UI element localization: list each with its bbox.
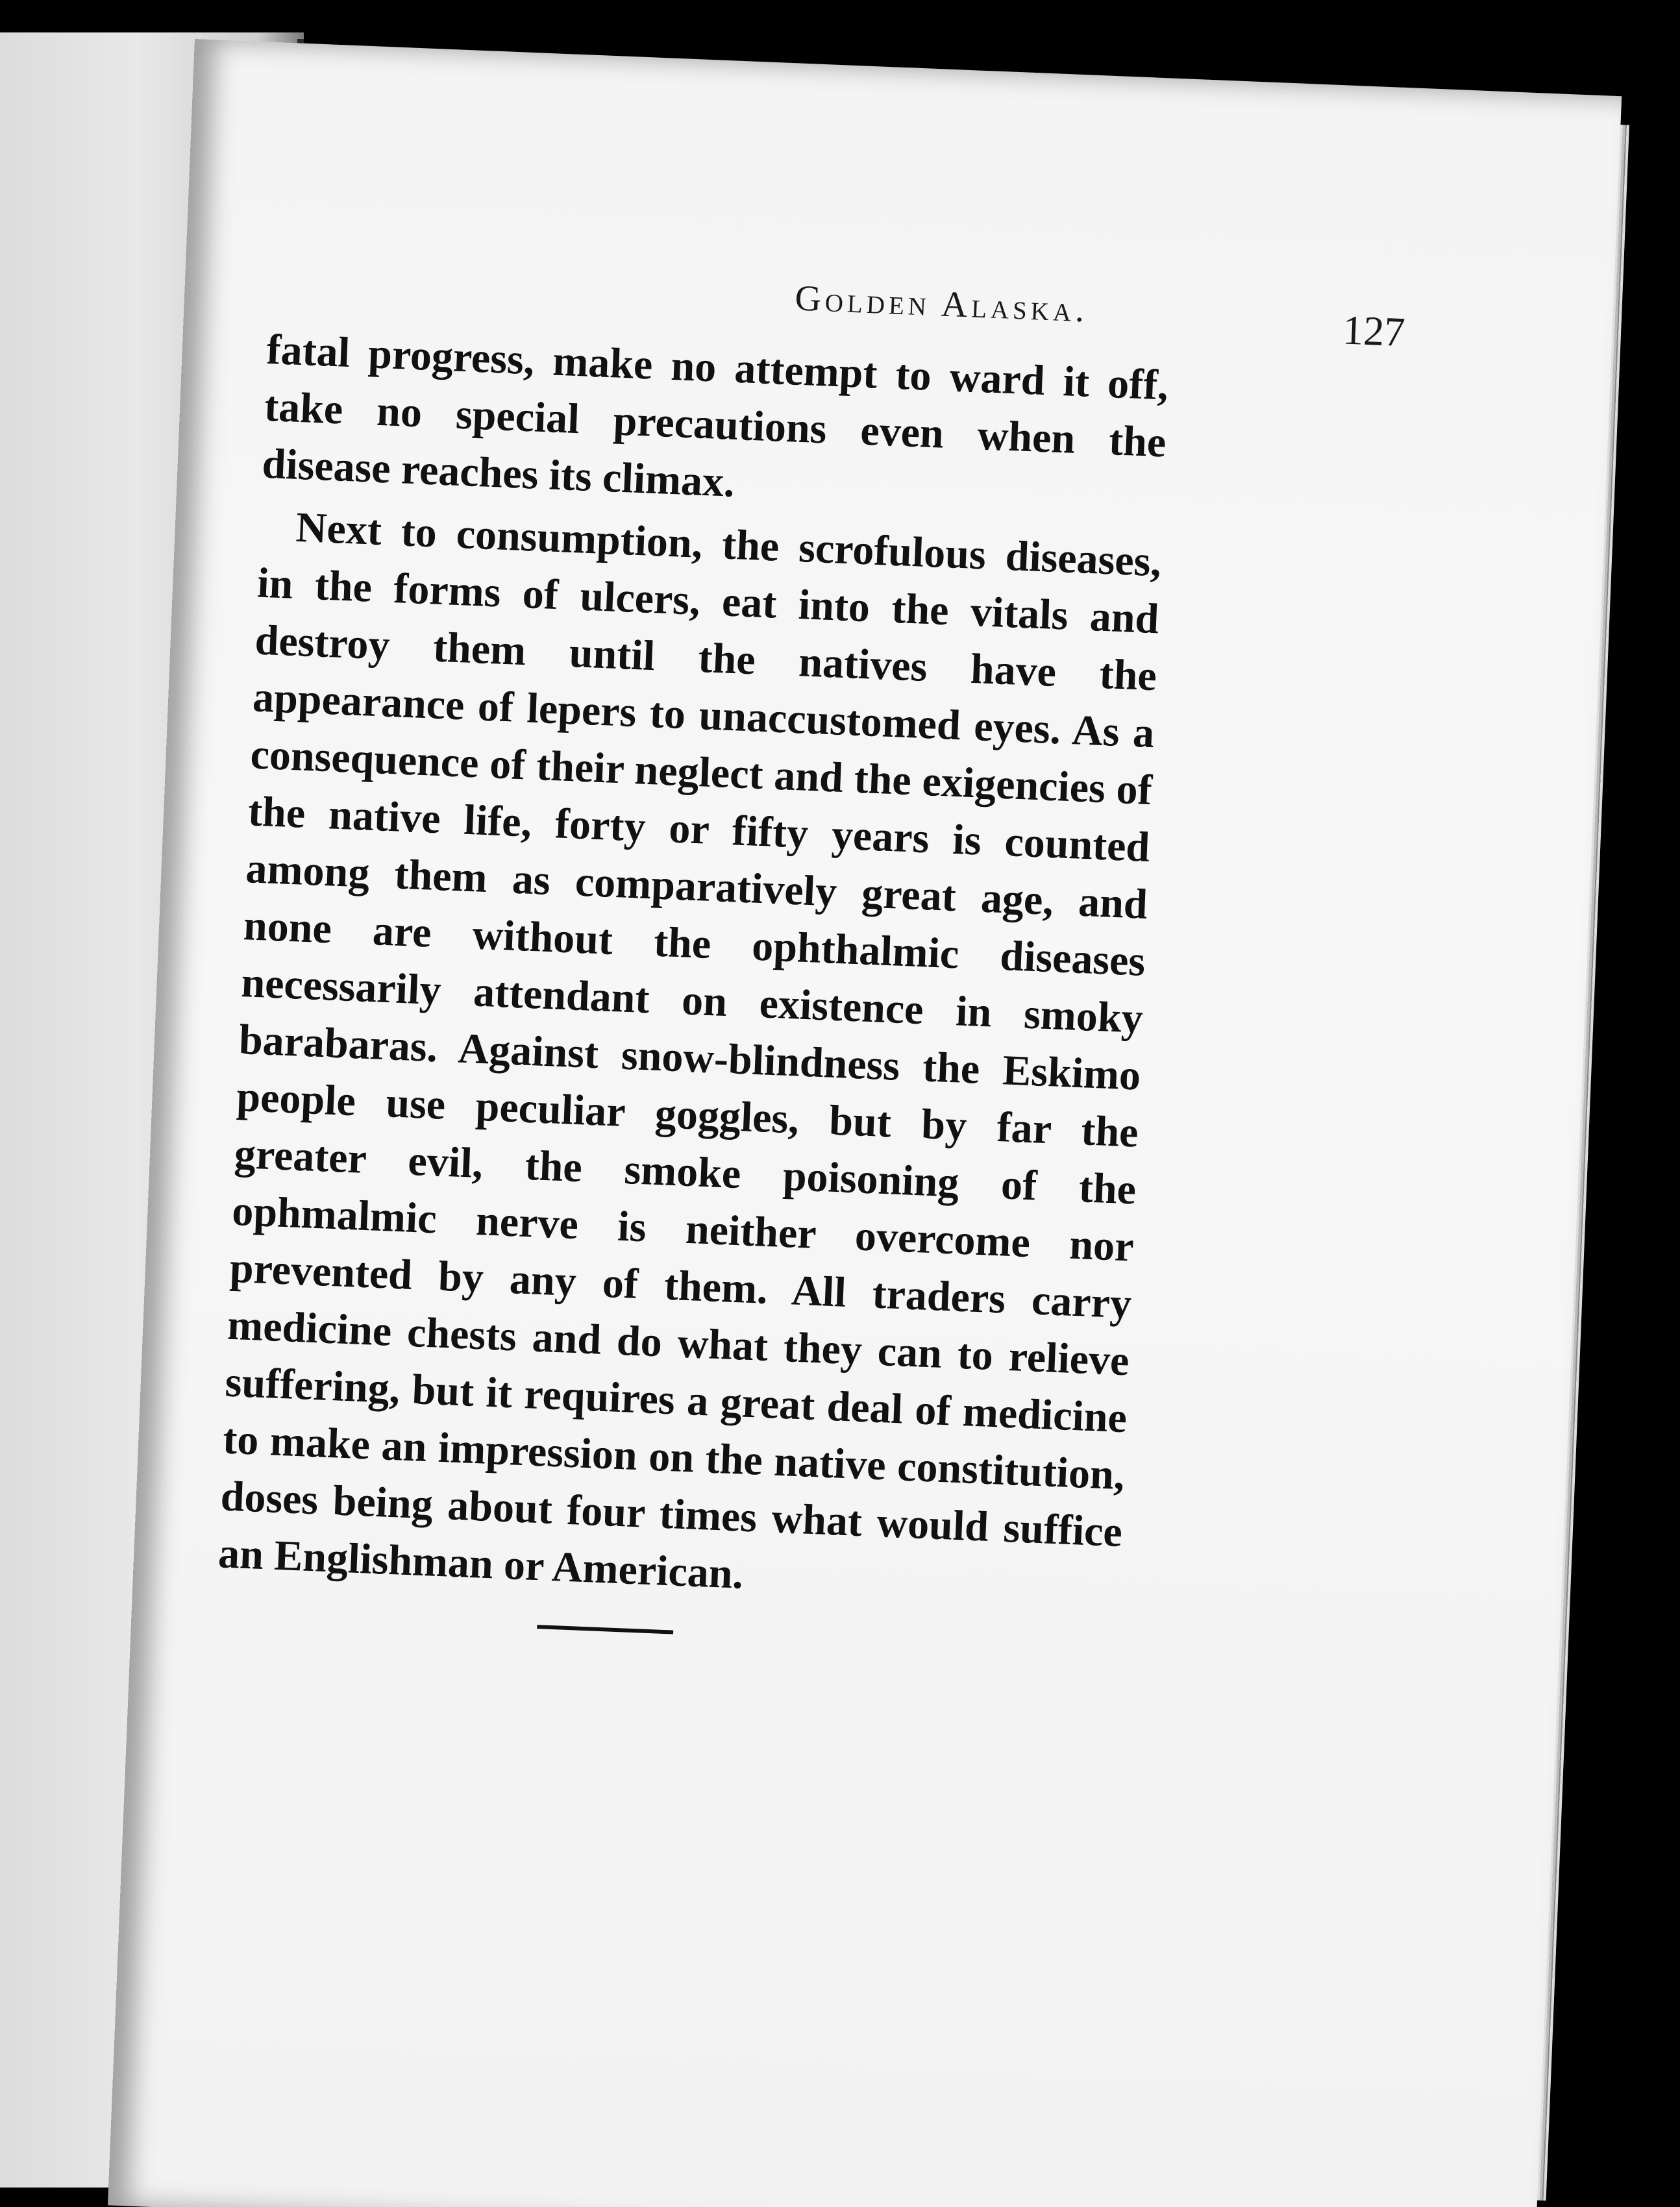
paragraph: Next to consumption, the scrofulous diseases, in the forms of ulcers, eat into the vitals and destroy them until the natives have the appearance of lepers to unaccustomed eyes. As a consequence of their neglect and the exigencies of the native life, forty or fifty years is counted among them as comparatively great age, and none are without the ophthalmic diseases necessarily attendant on existence in smoky barabaras. Against snow-blindness the Eskimo people use peculiar goggles, but by far the greater evil, the smoke poisoning of the ophmalmic nerve is neither overcome nor prevented by any of them. All traders carry medicine chests and do what they can to relieve suffering, but it requires a great deal of medicine to make an impression on the native constitution, doses being about four times what would suffice an Englishman or American. xyxy=(217,503,1163,1598)
section-end-rule xyxy=(537,1625,673,1634)
right-page xyxy=(108,39,1622,2207)
page-content xyxy=(108,39,1622,2207)
running-head: Golden Alaska. xyxy=(794,278,1089,330)
paragraph: fatal progress, make no attempt to ward it off, take no special precautions even when the disease reaches its climax. xyxy=(261,325,1170,506)
page-number: 127 xyxy=(1342,306,1406,356)
body-text xyxy=(217,321,1169,1623)
